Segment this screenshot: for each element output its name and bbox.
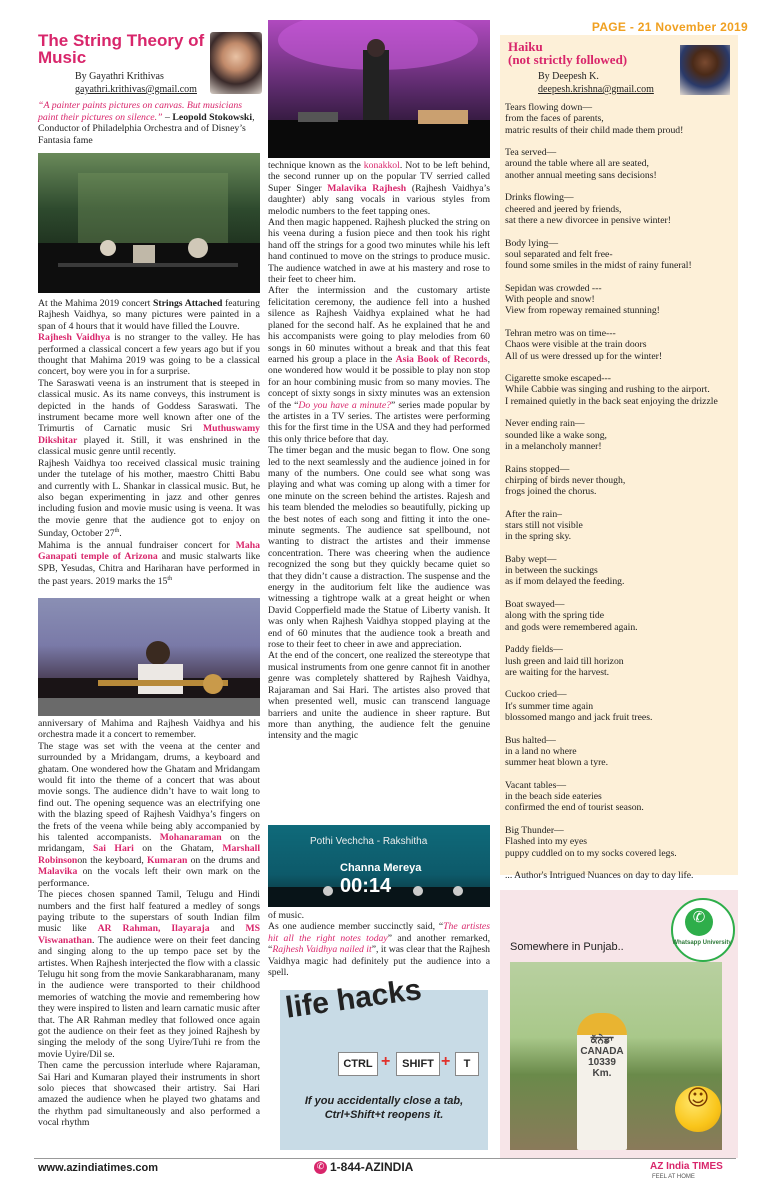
highlight-term: Do you have a minute? — [298, 399, 391, 411]
haiku-line: Tears flowing down— — [505, 102, 593, 113]
screen-song-title: Pothi Vechcha - Rakshitha — [310, 836, 428, 847]
haiku-line: in the beach side eateries — [505, 791, 602, 803]
haiku-line: puppy cuddled on to my socks covered legs. — [505, 847, 677, 859]
text: Rajhesh Vaidhya too received classical music training under the tutelage of his mother, maestro Chitti Babu and currently with L. Shankar in classical music. But, he also began experimenting in jazz and other genres including fusion and movie music using is veena. It was the movie genre that the audience got to enjoy on Sunday, October 27 — [38, 457, 260, 540]
quote-text: “A painter paints pictures on canvas. But musicians paint their pictures on silence.” — [38, 100, 243, 123]
singer-illustration — [268, 20, 490, 158]
haiku-line: from the faces of parents, — [505, 113, 604, 125]
haiku-line: Baby wept— — [505, 553, 557, 565]
haiku-stanza — [505, 418, 737, 452]
haiku-stanza — [505, 780, 737, 814]
text: on the mridangam, — [38, 832, 261, 855]
haiku-email-link[interactable]: deepesh.krishna@gmail.com — [538, 84, 654, 95]
haiku-line: as if mom delayed the feeding. — [505, 576, 625, 588]
highlight-name: Asia Book of Records — [395, 353, 488, 365]
text: is no stranger to the valley. He has performed a classical concert a few years ago but if you thought that Mahima 2019 was going to be a classical concert, boy were you in for a surprise. — [38, 332, 260, 378]
concert-photo-veena — [38, 598, 260, 716]
laughing-emoji-icon: ☺ — [675, 1086, 721, 1132]
haiku-stanza — [505, 599, 737, 633]
text: on the Ghatam, — [133, 843, 223, 855]
haiku-stanza — [505, 644, 737, 678]
haiku-line: confirmed the end of tourist season. — [505, 802, 644, 814]
stage-illustration — [38, 153, 260, 293]
paragraph: Then came the percussion interlude where Rajaraman, Sai Hari and Kumaran played their instruments in short solo pieces that showcased their artistry. Sai Hari amazed the audience when he played two ghatams and the rhythm pad simultaneously and also performed a vocal rhythm — [38, 1060, 260, 1129]
screen-song-name: Channa Mereya — [340, 862, 422, 874]
haiku-stanzas — [505, 102, 737, 893]
haiku-line: in a land no where — [505, 745, 577, 757]
haiku-line: and gods were remembered again. — [505, 621, 638, 633]
veena-illustration — [38, 598, 260, 716]
text: After the intermission and the customary artiste felicitation ceremony, the audience fell into a hushed silence as Rajhesh Vaidhya explained what he had planed for the second half. As he explained that he and his accompanists were going to play melodies from 60 songs in 60 minutes without a break and that this feat earned his group a place in the — [268, 285, 490, 365]
haiku-stanza — [505, 825, 737, 859]
haiku-line: ... Author's Intrigued Nuances on day to day life. — [505, 870, 694, 882]
haiku-line: found some smiles in the midst of rainy funeral! — [505, 260, 692, 272]
milestone-line: ਕੱਨੇਡਾ — [590, 1035, 614, 1046]
highlight-name: Kumaran — [146, 854, 188, 866]
milestone-line: Km. — [592, 1068, 612, 1079]
paragraph — [38, 889, 260, 1060]
haiku-line: chirping of birds never though, — [505, 474, 626, 486]
haiku-line: in between the suckings — [505, 565, 598, 577]
highlight-quote: Rajhesh Vaidhya nailed it — [272, 944, 372, 956]
highlight-name: Malavika — [38, 866, 78, 878]
haiku-line: With people and snow! — [505, 294, 595, 306]
text: . — [119, 528, 122, 540]
shift-key: SHIFT — [396, 1052, 440, 1076]
superscript: th — [114, 528, 120, 535]
text: Mahima is the annual fundraiser concert for — [38, 539, 236, 551]
haiku-stanza — [505, 283, 737, 317]
milestone-line: CANADA — [580, 1046, 624, 1057]
haiku-line: another annual meeting sans decisions! — [505, 169, 657, 181]
haiku-line: in the spring sky. — [505, 531, 572, 543]
concert-photo-stage — [38, 153, 260, 293]
text-bold: Strings Attached — [152, 298, 223, 309]
article-quote — [38, 100, 263, 146]
footer-divider — [34, 1158, 736, 1159]
text: featuring Rajhesh Vaidhya, so many pictures were painted in a span of 4 hours that it would have filled the Louvre. — [38, 298, 260, 332]
author-email-link[interactable]: gayathri.krithivas@gmail.com — [75, 84, 197, 95]
haiku-author-photo — [680, 45, 730, 95]
whatsapp-icon: ✆ — [685, 908, 713, 936]
milestone-text — [577, 1035, 627, 1079]
haiku-line: Chaos were visible at the train doors — [505, 339, 647, 351]
text: on the keyboard, — [77, 854, 147, 866]
haiku-line: While Cabbie was singing and rushing to the airport. — [505, 384, 710, 396]
paragraph — [38, 540, 260, 588]
paragraph: of music. — [268, 910, 305, 921]
milestone-line: 10339 — [588, 1057, 616, 1068]
quote-author-desc: , Conductor of Philadelphia Orchestra and of Disney’s Fantasia fame — [38, 111, 255, 146]
paragraph — [38, 458, 260, 540]
haiku-line: Flashed into my eyes — [505, 836, 588, 848]
plus-icon: + — [381, 1053, 391, 1070]
article-title: The String Theory of Music — [38, 31, 205, 67]
paragraph: The timer began and the music began to flow. One song led to the next seamlessly and the audience joined in for many of the numbers. One could see what song was playing and what was coming up along with a timer for one minute on the screen behind the artistes. Rajesh and his team blended the melodies so beautifully, picking up the best notes of each song and fitting it into the one-minute segments. The audience sat spellbound, not wanting to distract the artistes and their immense concentration. There was cheering when the audience recognized the song but they quickly became quiet so that they didn’t cause a distraction. The suspense and the energy in the auditorium felt like the audience was witnessing a tightrope walk at a great height or when David Copperfield made the Statue of Liberty vanish. It was only when Rajhesh Vaidhya stopped playing at the end of 60 minutes that the audience took a breath and rose to their feet to cheer in awe and appreciation. — [268, 445, 490, 651]
haiku-line: stars still not visible — [505, 519, 583, 531]
highlight-name: Sai Hari — [93, 843, 134, 855]
haiku-line: Body lying— — [505, 237, 559, 249]
highlight-name: Marshall Robinson — [38, 843, 261, 866]
haiku-author: By Deepesh K. — [538, 71, 599, 82]
highlight-name: AR Rahman, Ilayaraja — [97, 923, 210, 935]
text: technique known as the — [268, 160, 364, 171]
haiku-line: Paddy fields— — [505, 644, 563, 656]
text: The Saraswati veena is an instrument that is steeped in classical music. As its name conveys, this instrument is depicted in the hands of Goddess Saraswati. The instrument became more well known after one of the Trimurtis of Carnatic music Sri — [38, 377, 260, 435]
footer-tagline: FEEL AT HOME — [652, 1174, 695, 1180]
haiku-line: are waiting for the harvest. — [505, 666, 610, 678]
paragraph — [268, 160, 490, 217]
haiku-line: soul separated and felt free- — [505, 248, 613, 260]
highlight-name: Malavika Rajhesh — [327, 182, 407, 194]
paragraph — [38, 378, 260, 458]
whatsapp-badge-text: Whatsapp University — [672, 940, 732, 946]
text: At the Mahima 2019 concert — [38, 298, 153, 309]
haiku-line: Big Thunder— — [505, 825, 564, 836]
plus-icon: + — [441, 1053, 451, 1070]
haiku-line: matric results of their child made them proud! — [505, 124, 684, 136]
haiku-line: Drinks flowing— — [505, 192, 574, 204]
haiku-title-line1: Haiku — [508, 39, 543, 54]
author-name: By Gayathri Krithivas — [75, 71, 164, 82]
haiku-byline — [538, 70, 654, 96]
article-column-1-bottom — [38, 718, 260, 1129]
haiku-line: View from ropeway remained stunning! — [505, 305, 660, 317]
text: As one audience member succinctly said, “ — [268, 921, 444, 933]
haiku-line: summer heat blown a tyre. — [505, 757, 609, 769]
haiku-title — [508, 40, 627, 66]
paragraph — [268, 921, 490, 978]
highlight-name: Maha Ganapati temple of Arizona — [38, 539, 260, 563]
text: The stage was set with the veena at the center and surrounded by a Mridangam, drums, a keyboard and ghatam. One wondered how the Ghatam and Mridangam would fit into the theme of a concert that was about movie songs. The audience didn’t have to wait long to find out. The opening sequence was an electrifying one with the blazing speed of Rajhesh Vaidhya’s fingers on the frets of the veena while being ably accompanied by his talented accompanists. — [38, 740, 260, 844]
article-column-2-bottom — [268, 910, 490, 978]
haiku-line: cheered and jeered by friends, — [505, 203, 622, 215]
screen-timer: 00:14 — [340, 875, 392, 897]
text: , one wondered how would it be possible to play non stop for an hour combining music from so many movies. The concept of sixty songs in sixty minutes was an extension of the “ — [268, 353, 491, 411]
highlight-name: Rajhesh Vaidhya — [38, 332, 111, 344]
paragraph — [38, 332, 260, 378]
haiku-stanza — [505, 238, 737, 272]
haiku-stanza — [505, 192, 737, 226]
life-hacks-tip: If you accidentally close a tab, Ctrl+Shift+t reopens it. — [304, 1095, 464, 1121]
text: and — [209, 923, 246, 935]
haiku-line: All of us were dressed up for the winter! — [505, 350, 663, 362]
haiku-stanza — [505, 870, 737, 881]
haiku-stanza — [505, 328, 737, 362]
haiku-line: sat there a new divorcee in pensive winter! — [505, 214, 671, 226]
haiku-line: Boat swayed— — [505, 599, 565, 611]
life-hacks-title: life hacks — [283, 973, 424, 1025]
haiku-stanza — [505, 373, 737, 407]
haiku-line: Cuckoo cried— — [505, 689, 567, 701]
haiku-line: Bus halted— — [505, 734, 556, 746]
text: ” and another remarked, “ — [268, 932, 490, 956]
haiku-line: around the table where all are seated, — [505, 158, 649, 170]
haiku-line: Tehran metro was on time--- — [505, 327, 616, 339]
text: on the vocals left their own mark on the performance. — [38, 866, 260, 889]
footer-website-link[interactable]: www.azindiatimes.com — [38, 1162, 159, 1174]
paragraph: anniversary of Mahima and Rajhesh Vaidhya and his orchestra made it a concert to remember. — [38, 718, 260, 741]
haiku-line: It's summer time again — [505, 700, 594, 712]
haiku-stanza — [505, 147, 737, 181]
haiku-line: Never ending rain— — [505, 418, 585, 430]
haiku-line: along with the spring tide — [505, 610, 605, 622]
ctrl-key: CTRL — [338, 1052, 378, 1076]
text: (Rajhesh Vaidhya’s daughter) ably sang vocals in various styles from melodic numbers to the feet tapping ones. — [268, 182, 490, 217]
haiku-line: blossomed mango and jack fruit trees. — [505, 712, 653, 724]
highlight-name: Mohanaraman — [159, 832, 222, 844]
paragraph — [38, 741, 260, 889]
text: on the drums and — [187, 854, 260, 866]
haiku-line: I remained quietly in the back seat enjoying the drizzle — [505, 395, 718, 407]
text: played it. Still, it was enshrined in the classical music genre until recently. — [38, 434, 260, 458]
haiku-line: Tea served— — [505, 147, 557, 159]
paragraph — [38, 298, 260, 332]
haiku-stanza — [505, 689, 737, 723]
haiku-line: Rains stopped— — [505, 463, 570, 475]
punjab-caption: Somewhere in Punjab.. — [510, 941, 624, 953]
t-key: T — [455, 1052, 479, 1076]
text: ” series made popular by the artistes in a TV series. The artistes were performing this for the first time in the USA and they had performed this only thrice before that day. — [268, 399, 490, 445]
footer-phone: 1-844-AZINDIA — [330, 1160, 414, 1174]
paragraph — [268, 285, 490, 445]
haiku-line: Cigarette smoke escaped--- — [505, 373, 611, 385]
haiku-line: lush green and laid till horizon — [505, 655, 624, 667]
article-column-1-top — [38, 298, 260, 588]
quote-dash: – — [162, 111, 173, 123]
footer-logo: AZ India TIMES — [650, 1161, 723, 1172]
author-photo — [210, 32, 262, 94]
text: . The audience were on their feet dancing and singing along to the up tempo pace set by the artistes. When Rajhesh interjected the flow with a classic Telugu hit song from the movie Sankarabharanam, many in the audience were transported to their childhood memories of watching the movie and remembering how they were inspired to listen and learn carnatic music after that. The AR Rahman medley that followed once again got the audience on their feet as they joined Rajhesh by singing the melody of the song Uyire/Tuhi re from the movie Uyire/Dil se. — [38, 934, 260, 1060]
haiku-line: Vacant tables— — [505, 779, 567, 791]
article-column-2-top — [268, 160, 490, 742]
haiku-stanza — [505, 464, 737, 498]
haiku-stanza — [505, 509, 737, 543]
haiku-stanza — [505, 554, 737, 588]
text: and music stalwarts like SPB, Yesudas, Chitra and Hariharan have performed in the past years. 2019 marks the 15 — [38, 551, 260, 588]
paragraph: At the end of the concert, one realized the stereotype that musical instruments from one genre cannot fit in another genre was completely shattered by Rajhesh Vaidhya, Rajaraman and Sai Hari. The artistes also proved that when presented well, music can transcend language barriers and unite the audience in sheer rapture. But more than anything, the audience felt the genuine intensity and the magic — [268, 650, 490, 742]
page-date-label: PAGE - 21 November 2019 — [591, 20, 748, 34]
haiku-stanza — [505, 102, 737, 136]
superscript: th — [167, 575, 173, 582]
highlight-name: MS Viswanathan — [38, 923, 260, 946]
haiku-line: frogs joined the chorus. — [505, 486, 597, 498]
haiku-title-line2: (not strictly followed) — [508, 52, 628, 67]
haiku-line: After the rain– — [505, 508, 563, 520]
haiku-line: Sepidan was crowded --- — [505, 282, 602, 294]
text: ”, it was clear that the Rajhesh Vaidhya magic had definitely put the audience into a spell. — [268, 944, 490, 979]
highlight-term: konakkol — [363, 160, 400, 171]
article-byline — [75, 70, 197, 96]
haiku-stanza — [505, 735, 737, 769]
paragraph: And then magic happened. Rajhesh plucked the string on his veena during a fusion piece and then took his right hand off the strings for a good two minutes while his left hand continued to move on the strings to produce music. The audience watched in awe at his mastery and rose to their feet to cheer him. — [268, 217, 490, 286]
phone-icon: ✆ — [314, 1161, 327, 1174]
text: The pieces chosen spanned Tamil, Telugu and Hindi numbers and the first half featured a medley of songs paying tribute to the superstars of south Indian film music like — [38, 889, 260, 935]
highlight-name: Muthuswamy Dikshitar — [38, 423, 260, 446]
quote-author: Leopold Stokowski — [172, 111, 253, 123]
haiku-line: in a melancholy manner! — [505, 440, 602, 452]
text: . Not to be left behind, the second runner up on the popular TV serried called Super Singer — [268, 160, 490, 194]
highlight-quote: The artistes hit all the right notes today — [268, 921, 490, 944]
concert-photo-singer — [268, 20, 490, 158]
milestone-stone — [577, 1013, 627, 1150]
haiku-line: sounded like a wake song, — [505, 429, 607, 441]
